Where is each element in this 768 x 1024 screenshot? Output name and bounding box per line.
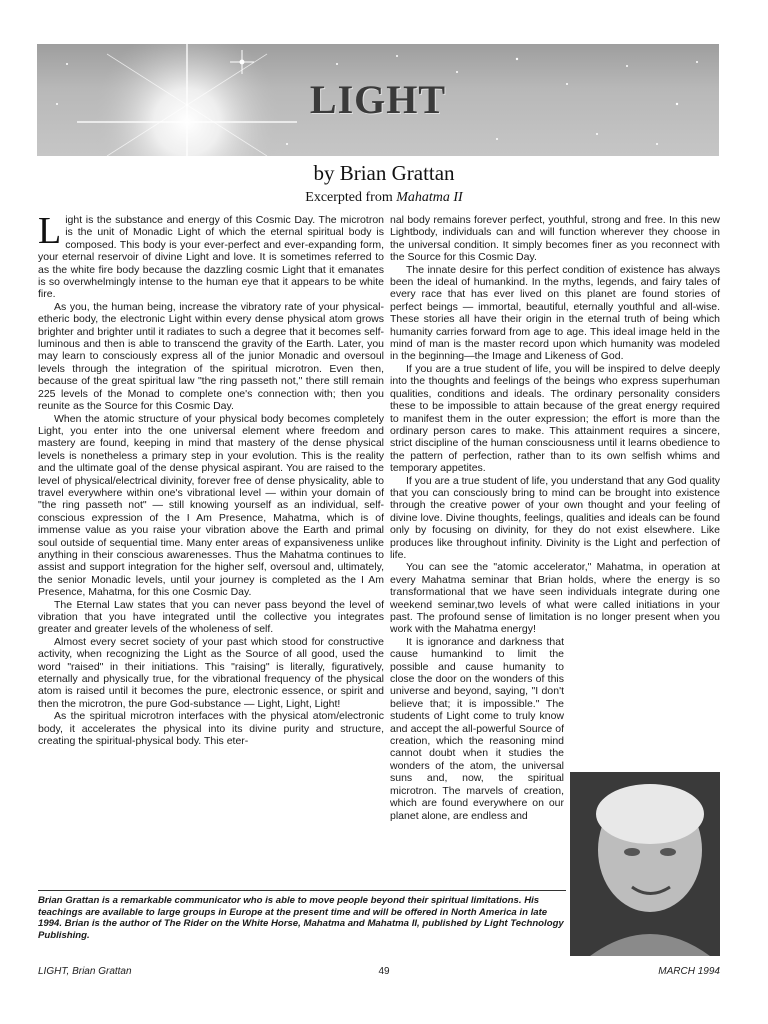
paragraph: As you, the human being, increase the vibratory rate of your physical-etheric body, the electronic Light within every dense physical atom grows brighter and brighter until it radiates to such a degree that it becomes self-luminous and then is able to transcend the gravity of the Earth. Later, you may learn to consciously express all of the junior Monadic and oversoul levels through the integration of the spiritual microtron. Even then, because of the great spiritual law "the ring passeth not," there still remain 225 levels of the Monad to complete one's connection with; then you reunite as the Source for this Cosmic Day. <box>38 300 384 413</box>
title-banner <box>37 44 719 156</box>
article-column-left <box>38 210 384 882</box>
paragraph: If you are a true student of life, you understand that any God quality that you can consciously bring to mind can be brought into existence through the creative power of your own thought and your feeling of divine love. Divine thoughts, feelings, qualities and ideals can be found only by focusing on divinity, for they do not exist elsewhere. Like produces like throughout infinity. Divinity is the Light and perfection of life. <box>390 474 720 561</box>
paragraph: The Eternal Law states that you can never pass beyond the level of vibration that you have integrated until the collective you integrates greater and greater levels of the wholeness of self. <box>38 598 384 636</box>
footer-running-title: LIGHT, Brian Grattan <box>38 966 132 977</box>
paragraph: nal body remains forever perfect, youthful, strong and free. In this new Lightbody, individuals can and will function wherever they choose in the universal condition. It simply becomes finer as you reconnect with the Source for this Cosmic Day. <box>390 214 720 264</box>
excerpt-source: Mahatma II <box>396 190 463 205</box>
paragraph: You can see the "atomic accelerator," Mahatma, in operation at every Mahatma seminar that Brian holds, where the energy is so transformational that we have seen individuals integrate during one weekend seminar,two levels of what were called initiations in your past. The profound sense of limitation is no longer present when you work with the Mahatma energy! <box>390 561 720 636</box>
footer-page-number: 49 <box>378 966 390 977</box>
paragraph: If you are a true student of life, you will be inspired to delve deeply into the thoughts and feelings of the beings who express superhuman qualities, conditions and ideals. The ordinary personality considers these to be impossible to attain because of the great energy required to manifest them in the outer expression; the effort is more than the ordinary person cares to make. This attainment requires a sincere, strict discipline of the human consciousness until it learns obedience to the pattern of perfection, rather than to its own selfish whims and temporary appetites. <box>390 362 720 475</box>
paragraph: The innate desire for this perfect condition of existence has always been the ideal of humankind. In the myths, legends, and fairy tales of every race that has ever lived on this planet are found stories of perfect beings — immortal, beautiful, eternally youthful and all-wise. These stories all have their origin in the eternal truth of being which humanity carries forward from age to age. This ideal image held in the mind of man is the master record upon which humanity was modeled in the beginning—the Image and Likeness of God. <box>390 263 720 363</box>
paragraph-text: It is ignorance and darkness that cause humankind to limit the possible and cause humanity to close the door on the wonders of this universe and beyond, saying, "I don't believe that; it is impossible." The students of Light come to truly know and accept the all-powerful Source of creation, which the reasoning mind cannot doubt when it studies the wonders of the atom, the universal suns and, now, the spiritual microtron. The marvels of creation, which are found everywhere on our planet alone, are endless and <box>390 635 564 822</box>
paragraph: Almost every secret society of your past which stood for constructive activity, when recognizing the Light as the Source of all good, used the word "raised" in their initiations. This "raising" is literally, figuratively, eternally and physically true, for the vibrational frequency of the physical atom is raised until it becomes the pure, electronic essence, or spirit and then the microtron, the pure God-substance — Light, Light, Light! <box>38 635 384 710</box>
paragraph <box>38 210 384 301</box>
paragraph-text: ight is the substance and energy of this Cosmic Day. The microtron is the unit of Monadic Light of which the eternal spiritual body is composed. This body is your ever-perfect and ever-expanding form, your eternal reservoir of divine Light and love. It is sometimes referred to as the white fire body because the dazzling cosmic Light that it emanates is so overwhelmingly intense to the human eye that it appears to be white fire. <box>38 214 384 301</box>
drop-cap: L <box>38 210 62 252</box>
author-portrait-graphic <box>570 772 720 956</box>
author-photo <box>570 772 720 956</box>
byline: by Brian Grattan <box>313 161 455 185</box>
article-title: LIGHT <box>309 77 447 122</box>
excerpt-line <box>0 190 768 206</box>
author-bio: Brian Grattan is a remarkable communicator who is able to move people beyond their spiritual limitations. His teachings are available to large groups in Europe at the present time and will be offered in North America in late 1994. Brian is the author of The Rider on the White Horse, Mahatma and Mahatma II, published by Light Technology Publishing. <box>38 895 564 941</box>
excerpt-prefix: Excerpted from <box>305 190 397 205</box>
paragraph: When the atomic structure of your physical body becomes completely Light, you enter into the one universal element where freedom and mastery are found, keeping in mind that mastery of the dense physical levels is nonetheless a primary step in your evolution. This is the reality and the ultimate goal of the dense physical aspirant. You are raised to the level of physical/electrical divinity, forever free of dense physicality, able to travel everywhere within one's vibrational level — within your domain of "the ring passeth not" — still knowing yourself as an individual, self-conscious expression of the I Am Presence, Mahatma, which is of immense value as you raise your vibration above the Earth and primal soul outside of sequential time. Many enter areas of expansiveness unlike anything in their conscious awarenesses. Thus the Mahatma continues to assist and support integration for the higher self, oversoul and, ultimately, the senior Monadic levels, until your journey is completed as the I Am Presence, Mahatma, for this one Cosmic Day. <box>38 412 384 599</box>
footer-date: MARCH 1994 <box>658 966 720 977</box>
paragraph: As the spiritual microtron interfaces with the physical atom/electronic body, it accelerates the physical into its divine purity and structure, creating the spiritual-physical body. This eter- <box>38 710 384 748</box>
bio-divider <box>38 890 566 891</box>
